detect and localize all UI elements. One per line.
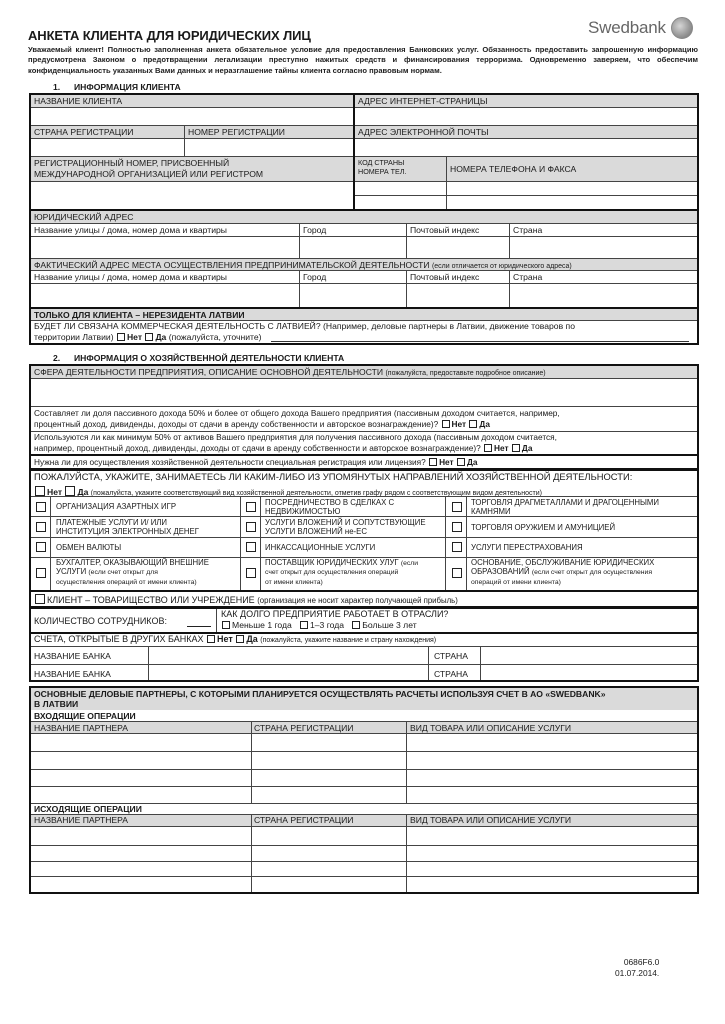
- legal-country-input[interactable]: [511, 237, 695, 257]
- actual-city-label: Город: [303, 272, 327, 282]
- weapons-trade-checkbox[interactable]: [452, 522, 462, 532]
- activity-payment-services: ПЛАТЕЖНЫЕ УСЛУГИ И/ ИЛИ ИНСТИТУЦИЯ ЭЛЕКТРОННЫХ ДЕНЕГ: [56, 518, 199, 537]
- incoming-col-country: СТРАНА РЕГИСТРАЦИИ: [254, 723, 354, 733]
- bank-name-label-1: НАЗВАНИЕ БАНКА: [34, 651, 111, 661]
- incoming-country-input-1[interactable]: [253, 734, 404, 750]
- email-input[interactable]: [357, 139, 695, 155]
- passive-assets-yes-checkbox[interactable]: [512, 444, 520, 452]
- phone-fax-label: НОМЕРА ТЕЛЕФОНА И ФАКСА: [450, 164, 577, 174]
- outgoing-partner-input-2[interactable]: [33, 846, 249, 860]
- incoming-partner-input-3[interactable]: [33, 770, 249, 785]
- incoming-country-input-3[interactable]: [253, 770, 404, 785]
- outgoing-country-input-2[interactable]: [253, 846, 404, 860]
- employees-label: КОЛИЧЕСТВО СОТРУДНИКОВ:: [34, 616, 167, 626]
- passive-assets-no-checkbox[interactable]: [484, 444, 492, 452]
- legal-country-label: Страна: [513, 225, 543, 235]
- email-label: АДРЕС ЭЛЕКТРОННОЙ ПОЧТЫ: [358, 127, 489, 137]
- actual-country-input[interactable]: [511, 284, 695, 306]
- section2-number: 2.: [53, 353, 61, 363]
- bank-name-label-2: НАЗВАНИЕ БАНКА: [34, 669, 111, 679]
- other-banks-label: СЧЕТА, ОТКРЫТЫЕ В ДРУГИХ БАНКАХ Нет Да (пожалуйста, укажите название и страну нахождения): [34, 634, 437, 644]
- outgoing-country-input-3[interactable]: [253, 862, 404, 875]
- nonprofit-label: КЛИЕНТ – ТОВАРИЩЕСТВО ИЛИ УЧРЕЖДЕНИЕ (организация не носит характер получающей прибыль): [34, 594, 458, 606]
- actual-country-label: Страна: [513, 272, 543, 282]
- activity-reinsurance: УСЛУГИ ПЕРЕСТРАХОВАНИЯ: [471, 543, 583, 552]
- outgoing-col-partner: НАЗВАНИЕ ПАРТНЕРА: [34, 815, 129, 825]
- section2-title: ИНФОРМАЦИЯ О ХОЗЯЙСТВЕННОЙ ДЕЯТЕЛЬНОСТИ КЛИЕНТА: [74, 353, 345, 363]
- website-label: АДРЕС ИНТЕРНЕТ-СТРАНИЦЫ: [358, 96, 488, 106]
- years-1-3-checkbox[interactable]: [300, 621, 308, 629]
- outgoing-country-input-1[interactable]: [253, 827, 404, 844]
- reg-number-input[interactable]: [187, 139, 351, 155]
- incoming-col-partner: НАЗВАНИЕ ПАРТНЕРА: [34, 723, 129, 733]
- license-yes-checkbox[interactable]: [457, 458, 465, 466]
- activities-question: ПОЖАЛУЙСТА, УКАЖИТЕ, ЗАНИМАЕТЕСЬ ЛИ КАКИМ-ЛИБО ИЗ УПОМЯНУТЫХ НАПРАВЛЕНИЙ ХОЗЯЙСТВЕННОЙ ДЕЯТЕЛЬНОСТИ:: [34, 471, 633, 482]
- legal-address-title: ЮРИДИЧЕСКИЙ АДРЕС: [34, 212, 134, 222]
- legal-postcode-input[interactable]: [408, 237, 507, 257]
- intl-reg-label-1: РЕГИСТРАЦИОННЫЙ НОМЕР, ПРИСВОЕННЫЙ: [34, 158, 230, 168]
- bank-country-input-1[interactable]: [482, 647, 695, 663]
- accountant-checkbox[interactable]: [36, 568, 46, 578]
- currency-exchange-checkbox[interactable]: [36, 542, 46, 552]
- sphere-label: СФЕРА ДЕЯТЕЛЬНОСТИ ПРЕДПРИЯТИЯ, ОПИСАНИЕ ОСНОВНОЙ ДЕЯТЕЛЬНОСТИ (пожалуйста, предоставьте подробное описание): [34, 367, 546, 377]
- country-code-label-1: КОД СТРАНЫ: [358, 158, 405, 167]
- country-code-label-2: НОМЕРА ТЕЛ.: [358, 167, 407, 176]
- form-title: АНКЕТА КЛИЕНТА ДЛЯ ЮРИДИЧЕСКИХ ЛИЦ: [28, 28, 311, 43]
- activity-accountant: БУХГАЛТЕР, ОКАЗЫВАЮЩИЙ ВНЕШНИЕ УСЛУГИ (если счет открыт для осуществления операций от имени клиента): [56, 558, 209, 586]
- years-options: Меньше 1 года 1–3 года Больше 3 лет: [221, 620, 417, 630]
- incoming-goods-input-4[interactable]: [408, 787, 695, 802]
- real-estate-checkbox[interactable]: [246, 502, 256, 512]
- passive-assets-question: Используются ли как минимум 50% от активов Вашего предприятия для получения пассивного дохода (пассивным доходом считается, например, процентный доход, дивиденды, доходы от сдачи в аренду собственности и авторское вознаграждение)? Нет Да: [34, 432, 557, 453]
- intro-text: Уважаемый клиент! Полностью заполненная анкета обязательное условие для предоставления Банковских услуг. Обязанность предоставить запрошенную информацию предусмотрена Законом о предотвращении легализации преступно нажитых средств и финансирования терроризма. Одновременно заверяем, что обеспечим конфиденциальность указанных Вами данных и неразглашение тайны клиента согласно правовым нормам.: [28, 45, 698, 75]
- license-no-checkbox[interactable]: [429, 458, 437, 466]
- outgoing-title: ИСХОДЯЩИЕ ОПЕРАЦИИ: [34, 804, 142, 814]
- activity-currency-exchange: ОБМЕН ВАЛЮТЫ: [56, 543, 122, 552]
- investment-services-checkbox[interactable]: [246, 522, 256, 532]
- activities-yes-checkbox[interactable]: [65, 486, 75, 496]
- collection-services-checkbox[interactable]: [246, 542, 256, 552]
- incoming-col-goods: ВИД ТОВАРА ИЛИ ОПИСАНИЕ УСЛУГИ: [410, 723, 572, 733]
- phone-input-1[interactable]: [448, 182, 695, 194]
- legal-entities-checkbox[interactable]: [452, 568, 462, 578]
- intl-reg-label-2: МЕЖДУНАРОДНОЙ ОРГАНИЗАЦИЕЙ ИЛИ РЕГИСТРОМ: [34, 169, 264, 179]
- years-less-1-checkbox[interactable]: [222, 621, 230, 629]
- employees-input[interactable]: [187, 615, 211, 626]
- outgoing-goods-input-1[interactable]: [408, 827, 695, 844]
- website-input[interactable]: [357, 108, 695, 125]
- nonresident-title: ТОЛЬКО ДЛЯ КЛИЕНТА – НЕРЕЗИДЕНТА ЛАТВИИ: [34, 310, 245, 320]
- activity-gambling: ОРГАНИЗАЦИЯ АЗАРТНЫХ ИГР: [56, 502, 177, 511]
- incoming-partner-input-4[interactable]: [33, 787, 249, 802]
- client-name-label: НАЗВАНИЕ КЛИЕНТА: [34, 96, 123, 106]
- gambling-checkbox[interactable]: [36, 502, 46, 512]
- nonresident-question-1: БУДЕТ ЛИ СВЯЗАНА КОММЕРЧЕСКАЯ ДЕЯТЕЛЬНОСТЬ С ЛАТВИЕЙ? (Например, деловые партнеры в Латвии, движение товаров по: [34, 321, 575, 331]
- passive-income-yes-checkbox[interactable]: [469, 420, 477, 428]
- actual-street-input[interactable]: [33, 284, 297, 306]
- nonresident-specify-input[interactable]: [272, 331, 688, 341]
- actual-postcode-input[interactable]: [408, 284, 507, 306]
- bank-country-label-2: СТРАНА: [434, 669, 468, 679]
- bank-name-input-1[interactable]: [150, 647, 426, 663]
- reg-country-input[interactable]: [33, 139, 182, 155]
- client-name-input[interactable]: [33, 108, 351, 125]
- incoming-goods-input-1[interactable]: [408, 734, 695, 750]
- years-question: КАК ДОЛГО ПРЕДПРИЯТИЕ РАБОТАЕТ В ОТРАСЛИ?: [221, 609, 449, 619]
- passive-income-question: Составляет ли доля пассивного дохода 50% и более от общего дохода Вашего предприятия (пассивным доходом считается, например, процентный доход, дивиденды, доходы от сдачи в аренду собственности и авторское вознаграждение)? Нет Да: [34, 408, 560, 429]
- nonprofit-checkbox[interactable]: [35, 594, 45, 604]
- incoming-goods-input-2[interactable]: [408, 752, 695, 768]
- reg-number-label: НОМЕР РЕГИСТРАЦИИ: [188, 127, 285, 137]
- other-banks-no-checkbox[interactable]: [207, 635, 215, 643]
- incoming-partner-input-2[interactable]: [33, 752, 249, 768]
- legal-services-checkbox[interactable]: [246, 568, 256, 578]
- form-footer: [615, 957, 659, 978]
- outgoing-partner-input-1[interactable]: [33, 827, 249, 844]
- country-code-input-1[interactable]: [357, 182, 444, 194]
- incoming-goods-input-3[interactable]: [408, 770, 695, 785]
- activity-precious-metals: ТОРГОВЛЯ ДРАГМЕТАЛЛАМИ И ДРАГОЦЕННЫМИ КАМНЯМИ: [471, 498, 660, 517]
- reinsurance-checkbox[interactable]: [452, 542, 462, 552]
- legal-postcode-label: Почтовый индекс: [410, 225, 480, 235]
- legal-street-input[interactable]: [33, 237, 297, 257]
- incoming-partner-input-1[interactable]: [33, 734, 249, 750]
- incoming-title: ВХОДЯЩИЕ ОПЕРАЦИИ: [34, 711, 136, 721]
- outgoing-goods-input-3[interactable]: [408, 862, 695, 875]
- activity-weapons-trade: ТОРГОВЛЯ ОРУЖИЕМ И АМУНИЦИЕЙ: [471, 523, 616, 532]
- legal-city-label: Город: [303, 225, 327, 235]
- activity-legal-services: ПОСТАВЩИК ЮРИДИЧЕСКИХ УЛУГ (если счет открыт для осуществления операций от имени клиента): [265, 558, 419, 586]
- section1-title: ИНФОРМАЦИЯ КЛИЕНТА: [74, 82, 181, 92]
- form-date: 01.07.2014.: [615, 967, 660, 978]
- reg-country-label: СТРАНА РЕГИСТРАЦИИ: [34, 127, 134, 137]
- activity-collection-services: ИНКАССАЦИОННЫЕ УСЛУГИ: [265, 543, 376, 552]
- partners-title-1: ОСНОВНЫЕ ДЕЛОВЫЕ ПАРТНЕРЫ, С КОТОРЫМИ ПЛАНИРУЕТСЯ ОСУЩЕСТВЛЯТЬ РАСЧЕТЫ ИСПОЛЬЗУЯ СЧЕТ В АО «SWEDBANK»: [34, 689, 606, 699]
- passive-income-no-checkbox[interactable]: [442, 420, 450, 428]
- sphere-input[interactable]: [33, 379, 695, 405]
- incoming-country-input-4[interactable]: [253, 787, 404, 802]
- activity-legal-entities: ОСНОВАНИЕ, ОБСЛУЖИВАНИЕ ЮРИДИЧЕСКИХ ОБРАЗОВАНИЙ (если счет открыт для осуществления операций от имени клиента): [471, 558, 655, 586]
- outgoing-goods-input-2[interactable]: [408, 846, 695, 860]
- form-code: 0686F6.0: [623, 957, 660, 967]
- actual-street-label: Название улицы / дома, номер дома и квартиры: [34, 272, 227, 282]
- outgoing-country-input-4[interactable]: [253, 877, 404, 891]
- section1-number: 1.: [53, 82, 61, 92]
- swedbank-logo: [588, 17, 693, 39]
- actual-postcode-label: Почтовый индекс: [410, 272, 480, 282]
- brand-name: Swedbank: [588, 18, 666, 37]
- activity-real-estate: ПОСРЕДНИЧЕСТВО В СДЕЛКАХ С НЕДВИЖИМОСТЬЮ: [265, 498, 395, 517]
- activity-investment-services: УСЛУГИ ВЛОЖЕНИЙ И СОПУТСТВУЮЩИЕ УСЛУГИ ВЛОЖЕНИЙ не-ЕС: [265, 518, 426, 537]
- bank-name-input-2[interactable]: [150, 665, 426, 680]
- nonresident-question-2: территории Латвии) Нет Да (пожалуйста, уточните): [34, 332, 262, 342]
- other-banks-yes-checkbox[interactable]: [236, 635, 244, 643]
- incoming-country-input-2[interactable]: [253, 752, 404, 768]
- years-more-3-checkbox[interactable]: [352, 621, 360, 629]
- license-question: Нужна ли для осуществления хозяйственной деятельности специальная регистрация или лицензия? Нет Да: [34, 457, 478, 467]
- outgoing-goods-input-4[interactable]: [408, 877, 695, 891]
- legal-street-label: Название улицы / дома, номер дома и квартиры: [34, 225, 227, 235]
- activities-answer: Нет Да (пожалуйста, укажите соответствующий вид хозяйственной деятельности, отметив графу рядом с соответствующим видом деятельности): [34, 486, 542, 499]
- actual-city-input[interactable]: [301, 284, 404, 306]
- outgoing-partner-input-3[interactable]: [33, 862, 249, 875]
- fax-input[interactable]: [448, 196, 695, 208]
- outgoing-partner-input-4[interactable]: [33, 877, 249, 891]
- outgoing-col-country: СТРАНА РЕГИСТРАЦИИ: [254, 815, 354, 825]
- intl-reg-input[interactable]: [33, 182, 351, 208]
- activities-no-checkbox[interactable]: [35, 486, 45, 496]
- swedbank-oak-logo-icon: [671, 17, 693, 39]
- partners-title-2: В ЛАТВИИ: [34, 699, 79, 709]
- actual-address-title: ФАКТИЧЕСКИЙ АДРЕС МЕСТА ОСУЩЕСТВЛЕНИЯ ПРЕДПРИНИМАТЕЛЬСКОЙ ДЕЯТЕЛЬНОСТИ (если отличается от юридического адреса): [34, 260, 572, 270]
- payment-services-checkbox[interactable]: [36, 522, 46, 532]
- legal-city-input[interactable]: [301, 237, 404, 257]
- nonresident-yes-checkbox[interactable]: [145, 333, 153, 341]
- bank-country-input-2[interactable]: [482, 665, 695, 680]
- nonresident-no-checkbox[interactable]: [117, 333, 125, 341]
- country-code-input-2[interactable]: [357, 196, 444, 208]
- precious-metals-checkbox[interactable]: [452, 502, 462, 512]
- bank-country-label-1: СТРАНА: [434, 651, 468, 661]
- outgoing-col-goods: ВИД ТОВАРА ИЛИ ОПИСАНИЕ УСЛУГИ: [410, 815, 572, 825]
